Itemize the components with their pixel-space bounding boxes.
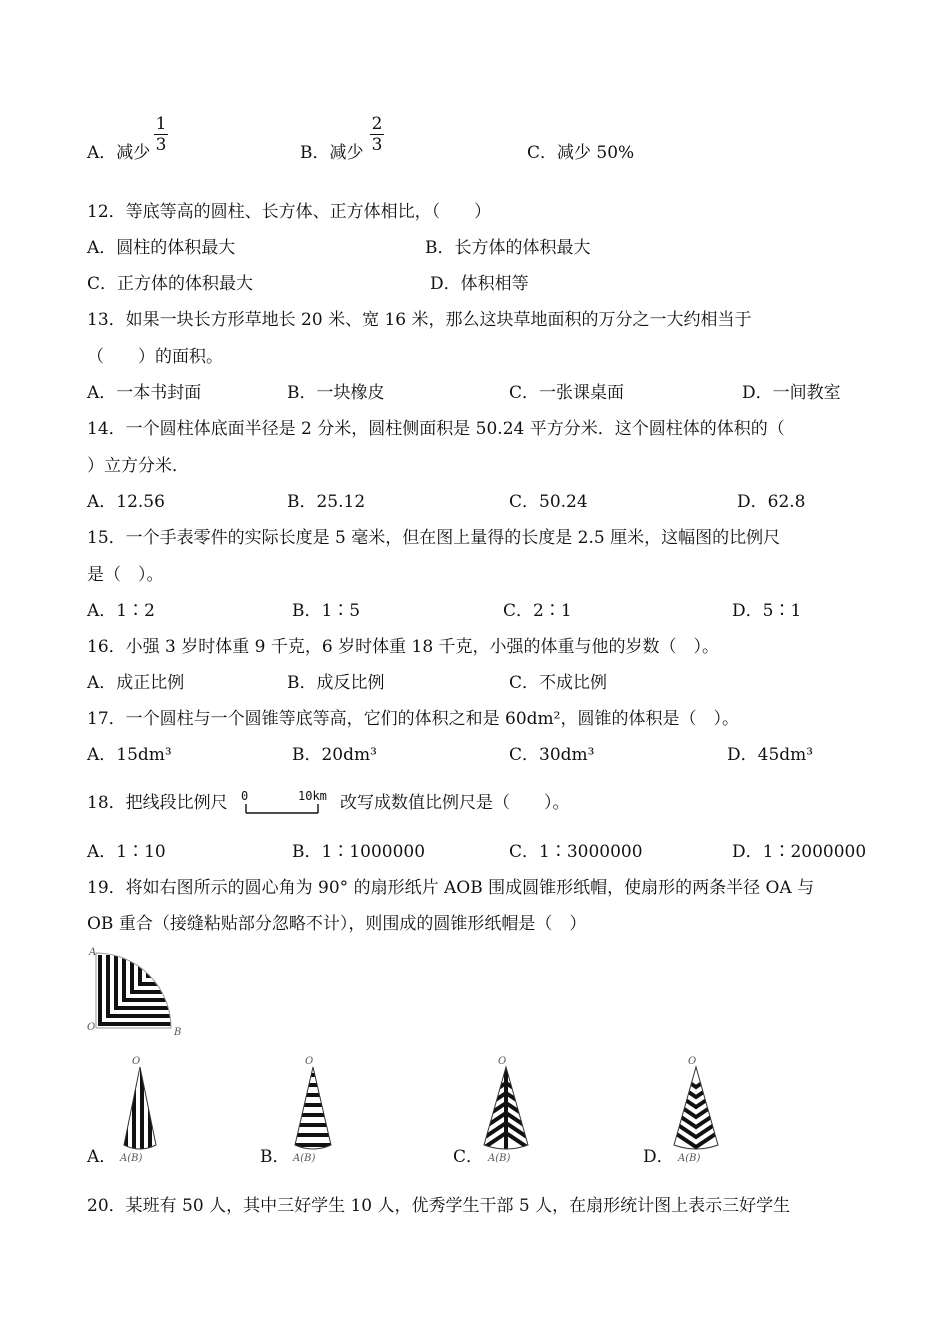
- q12-option-a: A．圆柱的体积最大: [87, 238, 236, 258]
- cone-b-base-label: A(B): [293, 1153, 316, 1164]
- q13-stem-line2: （ ）的面积。: [87, 347, 223, 367]
- q11-option-c: C．减少 50%: [527, 143, 635, 163]
- cone-option-d: [666, 1053, 730, 1163]
- q15-option-a: A．1∶2: [87, 601, 155, 621]
- cone-option-b: [285, 1053, 345, 1163]
- sector-label-a: A: [89, 947, 97, 958]
- q11-option-a: A．减少: [87, 143, 151, 163]
- cone-d-base-label: A(B): [678, 1153, 701, 1164]
- q19-option-d: D．: [643, 1147, 674, 1167]
- q18-option-d: D．1∶2000000: [732, 842, 867, 862]
- cone-b-apex-label: O: [305, 1056, 314, 1067]
- q16-option-a: A．成正比例: [87, 673, 185, 693]
- q15-option-c: C．2∶1: [503, 601, 572, 621]
- q14-option-b: B．25.12: [287, 492, 366, 512]
- q14-option-a: A．12.56: [87, 492, 165, 512]
- cone-a-base-label: A(B): [120, 1153, 143, 1164]
- fraction-numerator: 1: [155, 114, 167, 134]
- q16-option-b: B．成反比例: [287, 673, 385, 693]
- fraction-denominator: 3: [155, 135, 167, 155]
- q14-stem-line2: ）立方分米．: [87, 456, 189, 476]
- q13-option-b: B．一块橡皮: [287, 383, 385, 403]
- fraction-denominator: 3: [371, 135, 383, 155]
- q15-stem-line1: 15．一个手表零件的实际长度是 5 毫米，但在图上量得的长度是 2.5 厘米，这幅图的比例尺: [87, 528, 781, 548]
- q15-option-b: B．1∶5: [292, 601, 361, 621]
- q14-option-c: C．50.24: [509, 492, 588, 512]
- q13-option-a: A．一本书封面: [87, 383, 202, 403]
- cone-a-apex-label: O: [132, 1056, 141, 1067]
- q13-stem-line1: 13．如果一块长方形草地长 20 米、宽 16 米，那么这块草地面积的万分之一大约相当于: [87, 310, 752, 330]
- q18-stem-before: 18．把线段比例尺: [87, 793, 228, 813]
- q20-stem: 20．某班有 50 人，其中三好学生 10 人，优秀学生干部 5 人，在扇形统计图上表示三好学生: [87, 1196, 791, 1216]
- q17-option-d: D．45dm³: [727, 745, 814, 765]
- line-segment-scale: [240, 786, 330, 816]
- fraction-numerator: 2: [371, 114, 383, 134]
- q19-option-a: A．: [87, 1147, 117, 1167]
- q19-stem-line2: OB 重合（接缝粘贴部分忽略不计），则围成的圆锥形纸帽是（ ）: [87, 914, 587, 934]
- scale-end-label: 10km: [298, 789, 327, 803]
- q12-option-b: B．长方体的体积最大: [425, 238, 591, 258]
- q11-option-a-fraction: [154, 115, 168, 154]
- q17-option-a: A．15dm³: [87, 745, 172, 765]
- scale-zero-label: 0: [241, 789, 249, 803]
- q16-option-c: C．不成比例: [509, 673, 608, 693]
- sector-label-o: O: [87, 1022, 96, 1033]
- cone-option-a: [112, 1053, 172, 1163]
- q17-option-c: C．30dm³: [509, 745, 595, 765]
- cone-c-base-label: A(B): [488, 1153, 511, 1164]
- sector-aob-figure: [86, 945, 186, 1038]
- q17-option-b: B．20dm³: [292, 745, 377, 765]
- q14-option-d: D．62.8: [737, 492, 806, 512]
- q15-option-d: D．5∶1: [732, 601, 802, 621]
- q12-stem: 12．等底等高的圆柱、长方体、正方体相比，（ ）: [87, 202, 492, 222]
- q18-option-c: C．1∶3000000: [509, 842, 643, 862]
- cone-c-apex-label: O: [498, 1056, 507, 1067]
- q12-option-d: D．体积相等: [430, 274, 529, 294]
- q11-option-b-fraction: [370, 115, 384, 154]
- q11-option-b: B．减少: [300, 143, 364, 163]
- q17-stem: 17．一个圆柱与一个圆锥等底等高，它们的体积之和是 60dm²，圆锥的体积是（ ）。: [87, 709, 739, 729]
- q12-option-c: C．正方体的体积最大: [87, 274, 254, 294]
- cone-option-c: [476, 1053, 540, 1163]
- q18-option-b: B．1∶1000000: [292, 842, 426, 862]
- sector-label-b: B: [174, 1027, 182, 1038]
- q16-stem: 16．小强 3 岁时体重 9 千克，6 岁时体重 18 千克，小强的体重与他的岁数（ ）。: [87, 637, 720, 657]
- q15-stem-line2: 是（ ）。: [87, 565, 164, 585]
- q13-option-d: D．一间教室: [742, 383, 841, 403]
- cone-d-apex-label: O: [688, 1056, 697, 1067]
- q18-option-a: A．1∶10: [87, 842, 166, 862]
- q18-stem-after: 改写成数值比例尺是（ ）。: [340, 793, 570, 813]
- q14-stem-line1: 14．一个圆柱体底面半径是 2 分米，圆柱侧面积是 50.24 平方分米．这个圆柱体的体积的（: [87, 419, 785, 439]
- q19-option-b: B．: [260, 1147, 290, 1167]
- q13-option-c: C．一张课桌面: [509, 383, 625, 403]
- q19-option-c: C．: [453, 1147, 484, 1167]
- q19-stem-line1: 19．将如右图所示的圆心角为 90° 的扇形纸片 AOB 围成圆锥形纸帽，使扇形的两条半径 OA 与: [87, 878, 815, 898]
